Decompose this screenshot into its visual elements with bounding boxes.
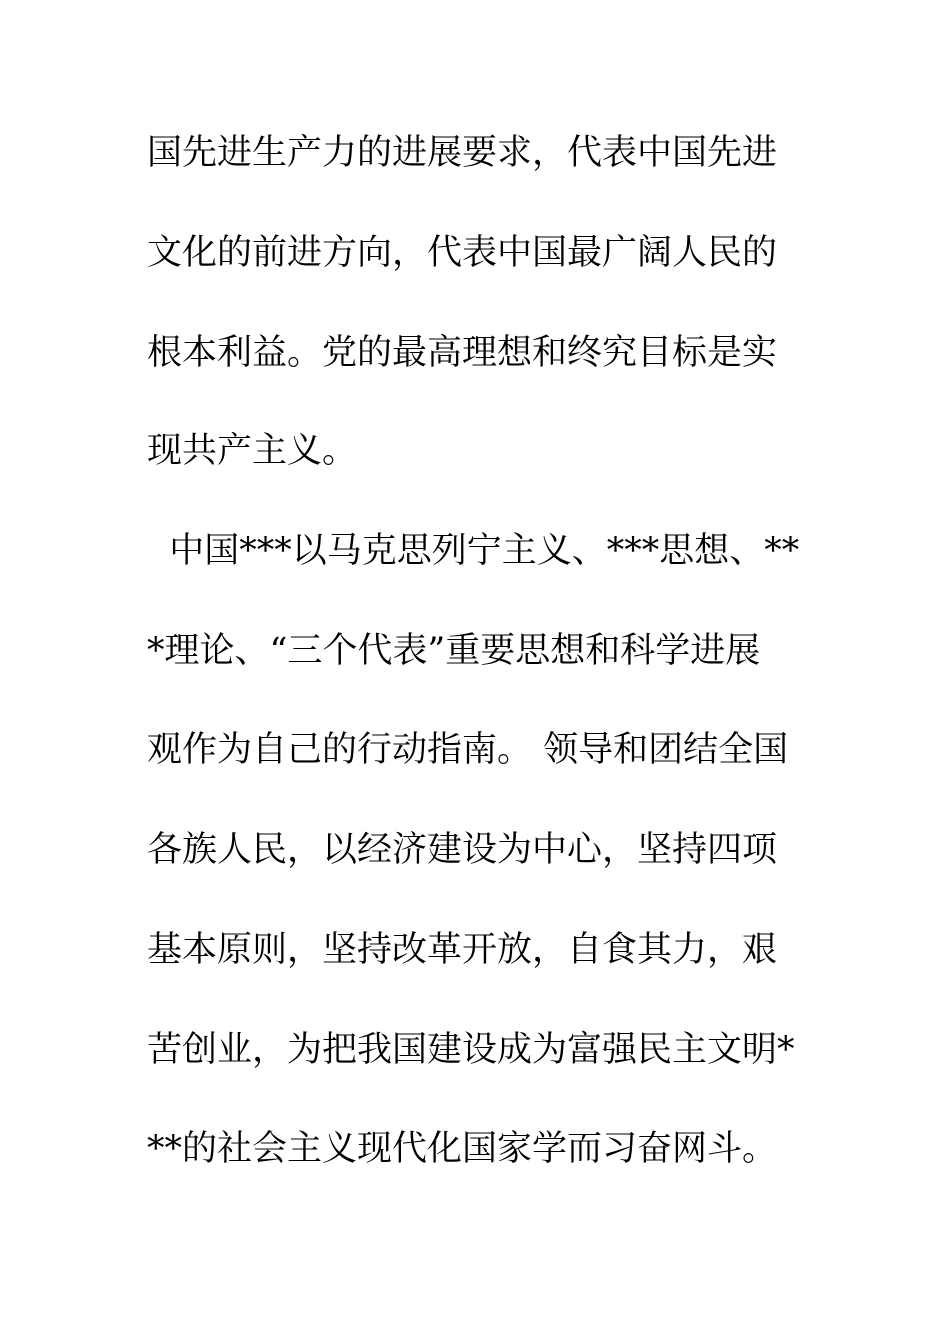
- text-line: *理论、“三个代表”重要思想和科学进展: [147, 631, 761, 671]
- text-line: **的社会主义现代化国家学而习奋网斗。: [147, 1129, 778, 1169]
- text-line: 各族人民，以经济建设为中心，坚持四项: [147, 830, 778, 870]
- text-line: 文化的前进方向，代表中国最广阔人民的: [147, 233, 778, 273]
- text-line: 基本原则，坚持改革开放，自食其力，艰: [147, 930, 778, 970]
- text-line: 国先进生产力的进展要求，代表中国先进: [147, 133, 778, 173]
- text-line: 观作为自己的行动指南。 领导和团结全国: [147, 730, 789, 770]
- text-line: 现共产主义。: [147, 431, 358, 471]
- text-line: 中国***以马克思列宁主义、***思想、**: [147, 531, 800, 571]
- text-line: 根本利益。党的最高理想和终究目标是实: [147, 333, 778, 373]
- text-line: 苦创业，为把我国建设成为富强民主文明*: [147, 1030, 795, 1070]
